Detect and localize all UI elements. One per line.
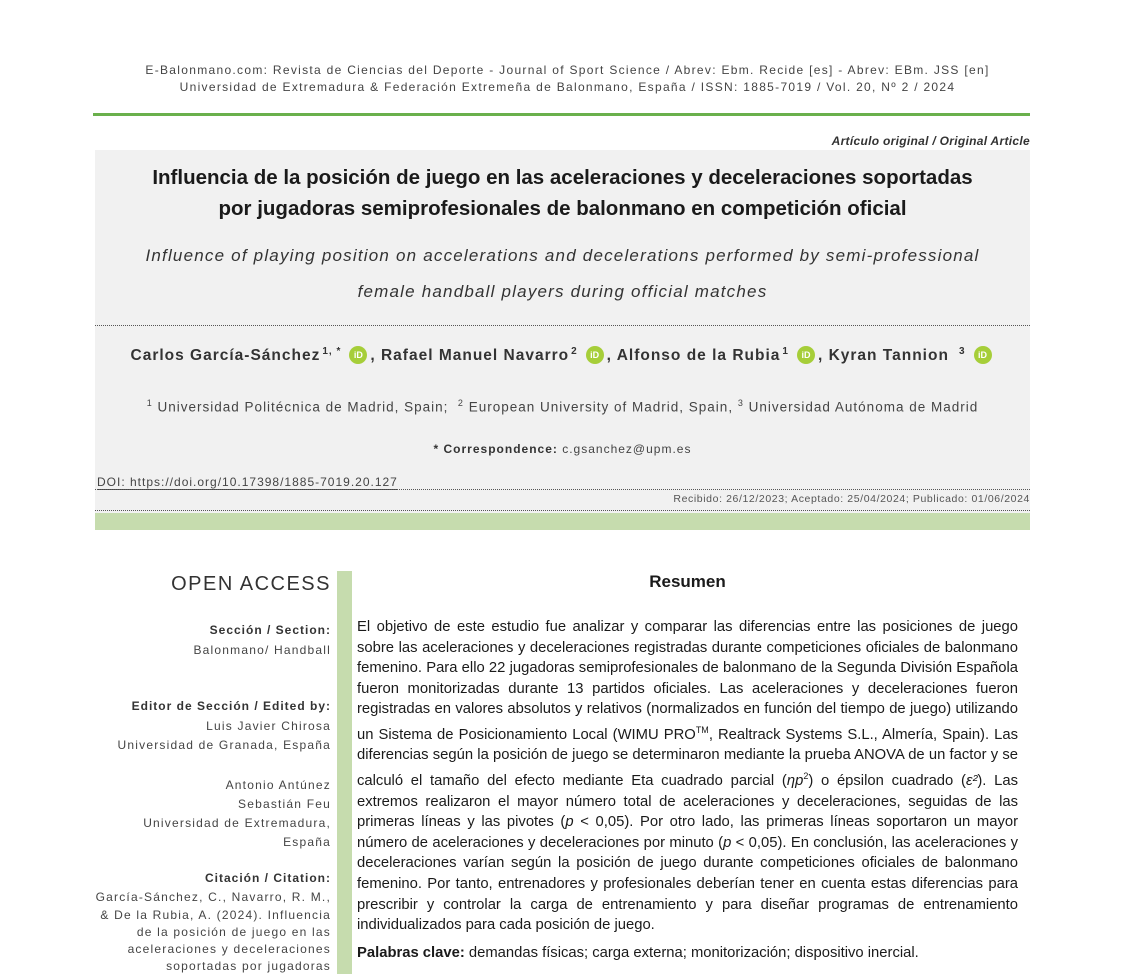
editor1-name: Luis Javier Chirosa (206, 719, 331, 733)
abstract-title: Resumen (649, 572, 726, 591)
author-name: , Alfonso de la Rubia (606, 347, 781, 365)
doi-link[interactable]: DOI: https://doi.org/10.17398/1885-7019.20.127 (97, 475, 398, 489)
author-sup: 1, * (322, 346, 342, 357)
author-name: Carlos García-Sánchez (130, 347, 321, 365)
orcid-icon[interactable]: iD (349, 346, 367, 364)
doi-divider (95, 489, 1030, 490)
paper-title-english (95, 238, 1030, 310)
eta-superscript: 2 (803, 771, 809, 782)
correspondence-email[interactable]: c.gsanchez@upm.es (562, 442, 692, 456)
citation-line4: aceleraciones y deceleraciones (127, 942, 331, 956)
editor-label: Editor de Sección / Edited by: (131, 699, 331, 713)
header-divider (93, 113, 1030, 116)
abstract-text: < 0,05). En conclusión, las aceleraciones y deceleraciones varían según la posición de juego durante competiciones oficiales de balonmano femenino. Por tanto, entrenadores y profesionales deberían tener en cuenta estas diferencias para prescribir y controlar la carga de entrenamiento y para diseñar programas de entrenamiento individualizados para cada posición de juego. (357, 834, 1018, 934)
trademark: TM (695, 724, 709, 735)
journal-header-line2: Universidad de Extremadura & Federación Extremeña de Balonmano, España / ISSN: 1885-7019 / Vol. 20, Nº 2 / 2024 (179, 80, 956, 94)
affiliation-number: 1 (146, 398, 153, 408)
open-access-label: OPEN ACCESS (171, 573, 331, 595)
article-type: Artículo original / Original Article (831, 134, 1030, 148)
abstract-text: ). Las extremos realizaron el mayor número total de aceleraciones y deceleraciones, seguidas de las primeras líneas y las pivotes ( (357, 773, 1018, 831)
citation-line1: García-Sánchez, C., Navarro, R. M., (95, 890, 331, 904)
citation-line5: soportadas por jugadoras (166, 959, 331, 973)
affiliation-number: 2 (457, 398, 464, 408)
p-symbol: p (723, 834, 732, 851)
affiliation: European University of Madrid, Spain, (468, 399, 734, 415)
editor2-line2: Sebastián Feu (238, 797, 331, 811)
sidebar-accent-bar (337, 571, 352, 974)
abstract-body (357, 617, 1018, 936)
en-title-line2: female handball players during official matches (357, 282, 768, 301)
author-list (95, 346, 1030, 365)
correspondence-label: * Correspondence: (433, 442, 558, 456)
editor2-line4: España (283, 835, 331, 849)
section-label: Sección / Section: (209, 623, 331, 637)
affiliations (95, 398, 1030, 415)
citation-line3: de la posición de juego en las (136, 925, 331, 939)
abstract-text: < 0,05). Por otro lado, las primeras líneas soportaron un mayor número de aceleraciones y deceleraciones por minuto ( (357, 814, 1018, 851)
en-title-line1: Influence of playing position on accelerations and decelerations performed by semi-professional (145, 246, 980, 265)
editor2-line3: Universidad de Extremadura, (143, 816, 331, 830)
keywords-label: Palabras clave: (357, 945, 465, 961)
author-sup: 3 (958, 346, 966, 357)
editor1-affiliation: Universidad de Granada, España (117, 738, 331, 752)
author-sup: 2 (571, 346, 578, 357)
journal-header-line1: E-Balonmano.com: Revista de Ciencias del Deporte - Journal of Sport Science / Abrev: Ebm. Recide [es] - Abrev: EBm. JSS [en] (145, 63, 990, 77)
editor2-line1: Antonio Antúnez (225, 778, 331, 792)
orcid-icon[interactable]: iD (974, 346, 992, 364)
title-divider (95, 325, 1030, 326)
abstract-text: ) o épsilon cuadrado ( (808, 773, 966, 789)
title-line1: Influencia de la posición de juego en las aceleraciones y deceleraciones soportadas (152, 166, 973, 189)
dates-divider (95, 510, 1030, 511)
abstract-text: El objetivo de este estudio fue analizar y comparar las diferencias entre las posiciones de juego sobre las aceleraciones y deceleraciones registradas durante competiciones oficiales de balonmano femenino. Para ello 22 jugadoras semiprofesionales de balonmano de la Segunda División Española fueron monitorizadas durante 13 partidos oficiales. Las aceleraciones y deceleraciones fueron registradas en valores absolutos y relativos (normalizados en función del tiempo de juego) utilizando un Sistema de Posicionamiento Local (WIMU PRO (357, 619, 1018, 743)
orcid-icon[interactable]: iD (586, 346, 604, 364)
title-line2: por jugadoras semiprofesionales de balonmano en competición oficial (218, 197, 907, 220)
affiliation-number: 3 (737, 398, 744, 408)
section-value: Balonmano/ Handball (193, 643, 331, 657)
keywords (357, 945, 1018, 961)
green-band (95, 513, 1030, 530)
eta-symbol: ηp (786, 773, 804, 789)
author-name: , Kyran Tannion (817, 347, 949, 365)
abstract-text: , Realtrack Systems S.L., Almería, Spain). Las diferencias según la posición de juego se determinaron mediante la prueba ANOVA de un factor y se calculó el tamaño del efecto mediante Eta cuadrado parcial ( (357, 726, 1019, 789)
epsilon-symbol: ε² (965, 773, 978, 789)
citation-line2: & De la Rubia, A. (2024). Influencia (100, 908, 331, 922)
affiliation: Universidad Politécnica de Madrid, Spain; (157, 399, 449, 415)
author-sup: 1 (782, 346, 789, 357)
correspondence (95, 442, 1030, 456)
p-symbol: p (565, 814, 574, 831)
affiliation: Universidad Autónoma de Madrid (748, 399, 979, 415)
author-name: , Rafael Manuel Navarro (370, 347, 570, 365)
paper-title (95, 162, 1030, 224)
publication-dates: Recibido: 26/12/2023; Aceptado: 25/04/2024; Publicado: 01/06/2024 (673, 493, 1030, 505)
citation-label: Citación / Citation: (205, 871, 331, 885)
keywords-list: demandas físicas; carga externa; monitorización; dispositivo inercial. (464, 945, 919, 961)
orcid-icon[interactable]: iD (797, 346, 815, 364)
